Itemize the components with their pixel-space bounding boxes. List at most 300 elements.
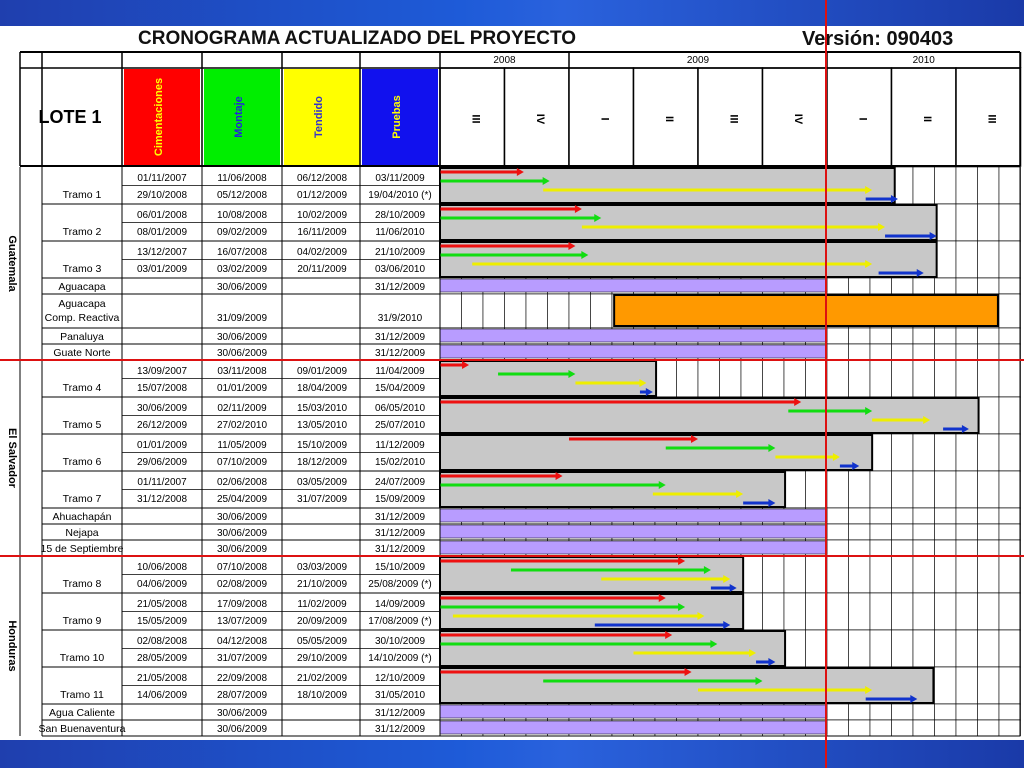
grid-cell [913,720,935,736]
date-cell: 17/08/2009 (*) [368,616,432,627]
quarter-label: I [856,117,869,121]
grid-cell [978,704,1000,720]
grid-cell [870,704,892,720]
grid-cell [913,524,935,540]
grid-cell [956,328,978,344]
grid-cell [913,434,935,471]
quarter-label: III [985,114,998,124]
date-cell: 06/01/2008 [136,210,188,221]
grid-cell [849,471,871,508]
grid-cell [806,471,828,508]
grid-cell [892,471,914,508]
grid-cell [935,556,957,593]
grid-cell [935,508,957,524]
row-name: Tramo 9 [62,615,102,627]
date-cell: 14/09/2009 [374,599,426,610]
quarter-label: III [727,114,740,124]
year-label: 2009 [686,55,710,66]
grid-cell [849,278,871,294]
date-cell: 31/07/2009 [216,653,268,664]
date-cell: 19/04/2010 (*) [368,190,432,201]
date-cell: 24/07/2009 [374,477,426,488]
grid-cell [870,630,892,667]
grid-cell [935,328,957,344]
grid-cell [784,593,806,630]
grid-cell [999,167,1021,204]
grid-cell [591,294,613,328]
grid-cell [892,524,914,540]
date-cell: 03/01/2009 [136,264,188,275]
row-name: Agua Caliente [49,707,115,719]
grid-cell [913,630,935,667]
date-cell: 30/06/2009 [216,332,268,343]
grid-cell [913,471,935,508]
date-cell: 13/12/2007 [136,247,188,258]
grid-cell [913,540,935,556]
grid-cell [956,471,978,508]
date-cell: 16/11/2009 [297,227,347,238]
date-cell: 05/05/2009 [296,636,348,647]
quarter-label: II [920,115,933,123]
grid-cell [892,720,914,736]
grid-cell [978,540,1000,556]
gantt-bar [440,329,827,342]
grid-cell [999,630,1021,667]
grid-cell [956,524,978,540]
grid-cell [935,524,957,540]
date-cell: 21/10/2009 [296,579,348,590]
date-cell: 30/06/2009 [216,528,268,539]
row-name: Tramo 1 [62,189,102,201]
date-cell: 21/05/2008 [136,599,188,610]
grid-cell [935,540,957,556]
grid-cell [956,508,978,524]
date-cell: 11/02/2009 [297,599,347,610]
grid-cell [462,294,484,328]
grid-cell [892,593,914,630]
grid-cell [935,471,957,508]
grid-cell [935,720,957,736]
gantt-bar [440,279,827,292]
grid-cell [849,328,871,344]
date-cell: 27/02/2010 [216,420,268,431]
year-label: 2010 [912,55,935,66]
page-title: CRONOGRAMA ACTUALIZADO DEL PROYECTO [138,28,577,49]
grid-cell [827,720,849,736]
grid-cell [956,630,978,667]
grid-cell [870,471,892,508]
date-cell: 11/06/2008 [217,173,267,184]
grid-cell [913,360,935,397]
grid-cell [978,524,1000,540]
grid-cell [870,434,892,471]
grid-cell [935,204,957,241]
date-cell: 31/9/2010 [377,313,423,324]
date-cell: 31/07/2009 [296,494,348,505]
grid-cell [870,278,892,294]
grid-cell [827,471,849,508]
grid-cell [978,471,1000,508]
date-cell: 31/12/2009 [374,348,426,359]
grid-cell [892,556,914,593]
gantt-bar [440,509,827,522]
grid-cell [806,593,828,630]
grid-cell [935,704,957,720]
grid-cell [827,556,849,593]
row-name: 15 de Septiembre [40,543,124,555]
grid-cell [849,630,871,667]
row-name: Aguacapa [58,298,106,310]
row-name: Tramo 7 [62,493,102,505]
date-cell: 09/01/2009 [296,366,348,377]
row-name: Tramo 11 [60,689,104,701]
date-cell: 30/10/2009 [374,636,426,647]
date-cell: 03/05/2009 [296,477,348,488]
grid-cell [698,360,720,397]
grid-cell [978,328,1000,344]
year-label: 2008 [493,55,516,66]
grid-cell [935,434,957,471]
grid-cell [827,524,849,540]
grid-cell [956,204,978,241]
grid-cell [892,704,914,720]
date-cell: 31/05/2010 [374,690,426,701]
grid-cell [913,344,935,360]
date-cell: 28/07/2009 [216,690,268,701]
grid-cell [483,294,505,328]
grid-cell [999,241,1021,278]
grid-cell [935,360,957,397]
grid-cell [913,328,935,344]
grid-cell [999,344,1021,360]
date-cell: 18/04/2009 [296,383,348,394]
gantt-bar [614,295,998,326]
grid-cell [978,204,1000,241]
date-cell: 29/10/2009 [296,653,348,664]
row-name: Nejapa [65,527,99,539]
grid-cell [741,556,763,593]
grid-cell [999,294,1021,328]
grid-cell [763,556,785,593]
grid-cell [978,344,1000,360]
grid-cell [978,278,1000,294]
grid-cell [784,630,806,667]
grid-cell [827,630,849,667]
date-cell: 03/06/2010 [374,264,426,275]
grid-cell [806,630,828,667]
date-cell: 01/11/2007 [137,173,187,184]
row-name: Guate Norte [53,347,111,359]
grid-cell [978,508,1000,524]
date-cell: 31/09/2009 [216,313,268,324]
grid-cell [913,508,935,524]
date-cell: 01/11/2007 [137,477,187,488]
grid-cell [935,630,957,667]
date-cell: 31/12/2009 [374,332,426,343]
grid-cell [741,593,763,630]
grid-cell [999,508,1021,524]
grid-cell [505,294,527,328]
date-cell: 03/11/2008 [217,366,267,377]
date-cell: 03/11/2009 [375,173,425,184]
grid-cell [849,593,871,630]
date-cell: 18/12/2009 [296,457,348,468]
date-cell: 30/06/2009 [216,544,268,555]
date-cell: 21/02/2009 [296,673,348,684]
date-cell: 22/09/2008 [216,673,268,684]
date-cell: 10/02/2009 [296,210,348,221]
grid-cell [784,360,806,397]
date-cell: 15/07/2008 [136,383,188,394]
date-cell: 31/12/2008 [136,494,188,505]
date-cell: 29/06/2009 [136,457,188,468]
grid-cell [956,593,978,630]
grid-cell [849,540,871,556]
row-name: Tramo 10 [59,652,105,664]
date-cell: 25/08/2009 (*) [368,579,432,590]
grid-cell [978,167,1000,204]
date-cell: 31/12/2009 [374,528,426,539]
grid-cell [655,360,677,397]
quarter-label: III [469,114,482,124]
date-cell: 04/06/2009 [136,579,188,590]
grid-cell [892,434,914,471]
date-cell: 15/02/2010 [374,457,426,468]
grid-cell [999,278,1021,294]
grid-cell [827,360,849,397]
grid-cell [827,704,849,720]
grid-cell [849,720,871,736]
grid-cell [827,328,849,344]
date-cell: 04/02/2009 [296,247,348,258]
grid-cell [978,434,1000,471]
date-cell: 13/07/2009 [216,616,268,627]
grid-cell [548,294,570,328]
grid-cell [913,278,935,294]
grid-cell [870,556,892,593]
grid-cell [999,593,1021,630]
row-name: Tramo 3 [62,263,102,275]
grid-cell [956,704,978,720]
phase-label: Tendido [313,96,325,138]
date-cell: 01/12/2009 [296,190,348,201]
grid-cell [870,720,892,736]
grid-cell [978,630,1000,667]
grid-cell [892,360,914,397]
grid-cell [677,360,699,397]
grid-cell [806,360,828,397]
grid-cell [741,360,763,397]
date-cell: 21/10/2009 [374,247,426,258]
date-cell: 21/05/2008 [136,673,188,684]
country-label: Guatemala [6,235,18,292]
grid-cell [892,630,914,667]
row-name: Tramo 6 [62,456,102,468]
grid-cell [978,397,1000,434]
date-cell: 08/01/2009 [136,227,188,238]
grid-cell [999,720,1021,736]
grid-cell [827,540,849,556]
date-cell: 14/10/2009 (*) [368,653,432,664]
grid-cell [892,278,914,294]
grid-cell [999,540,1021,556]
date-cell: 07/10/2009 [216,457,268,468]
date-cell: 03/02/2009 [216,264,268,275]
date-cell: 15/03/2010 [296,403,348,414]
grid-cell [440,294,462,328]
gantt-bar [440,705,827,718]
grid-cell [935,344,957,360]
grid-cell [849,360,871,397]
grid-cell [956,241,978,278]
quarter-label: II [662,115,675,123]
grid-cell [849,344,871,360]
date-cell: 11/12/2009 [375,440,425,451]
grid-cell [763,360,785,397]
date-cell: 09/02/2009 [216,227,268,238]
date-cell: 15/05/2009 [136,616,188,627]
grid-cell [978,360,1000,397]
grid-cell [956,360,978,397]
date-cell: 10/08/2008 [216,210,268,221]
date-cell: 31/12/2009 [374,544,426,555]
grid-cell [978,593,1000,630]
gantt-bar [440,541,827,554]
date-cell: 07/10/2008 [216,562,268,573]
grid-cell [956,667,978,704]
grid-cell [913,556,935,593]
date-cell: 02/08/2008 [136,636,188,647]
grid-cell [892,508,914,524]
date-cell: 31/12/2009 [374,512,426,523]
grid-cell [806,556,828,593]
grid-cell [999,360,1021,397]
grid-cell [569,294,591,328]
grid-cell [935,278,957,294]
date-cell: 15/04/2009 [374,383,426,394]
date-cell: 17/09/2008 [216,599,268,610]
date-cell: 30/06/2009 [216,282,268,293]
grid-cell [999,397,1021,434]
date-cell: 18/10/2009 [296,690,348,701]
row-name: Tramo 4 [62,382,102,394]
grid-cell [978,241,1000,278]
date-cell: 26/12/2009 [136,420,188,431]
grid-cell [784,556,806,593]
phase-label: Cimentaciones [153,77,165,157]
date-cell: 01/01/2009 [216,383,268,394]
quarter-label: I [598,117,611,121]
date-cell: 01/01/2009 [136,440,188,451]
lote-title: LOTE 1 [38,107,102,127]
grid-cell [892,540,914,556]
grid-cell [892,328,914,344]
date-cell: 16/07/2008 [216,247,268,258]
grid-cell [956,344,978,360]
grid-cell [913,593,935,630]
grid-cell [913,704,935,720]
grid-cell [827,593,849,630]
grid-cell [935,667,957,704]
date-cell: 30/06/2009 [216,724,268,735]
grid-cell [999,204,1021,241]
grid-cell [956,278,978,294]
grid-cell [913,167,935,204]
gantt-bar [440,345,827,358]
gantt-bar [440,525,827,538]
date-cell: 20/11/2009 [297,264,347,275]
date-cell: 25/04/2009 [216,494,268,505]
grid-cell [849,704,871,720]
date-cell: 13/05/2010 [296,420,348,431]
date-cell: 30/06/2009 [136,403,188,414]
date-cell: 04/12/2008 [216,636,268,647]
country-label: El Salvador [6,428,18,488]
grid-cell [849,524,871,540]
grid-cell [999,471,1021,508]
row-name: Panaluya [60,331,104,343]
date-cell: 29/10/2008 [136,190,188,201]
grid-cell [999,667,1021,704]
date-cell: 02/11/2009 [217,403,267,414]
date-cell: 20/09/2009 [296,616,348,627]
date-cell: 02/08/2009 [216,579,268,590]
grid-cell [870,508,892,524]
grid-cell [784,471,806,508]
date-cell: 15/09/2009 [374,494,426,505]
date-cell: 11/05/2009 [217,440,267,451]
grid-cell [526,294,548,328]
date-cell: 06/05/2010 [374,403,426,414]
grid-cell [827,508,849,524]
date-cell: 25/07/2010 [374,420,426,431]
date-cell: 30/06/2009 [216,348,268,359]
date-cell: 03/03/2009 [296,562,348,573]
grid-cell [978,667,1000,704]
grid-cell [827,278,849,294]
date-cell: 28/05/2009 [136,653,188,664]
date-cell: 06/12/2008 [296,173,348,184]
grid-cell [935,167,957,204]
date-cell: 31/12/2009 [374,708,426,719]
date-cell: 02/06/2008 [216,477,268,488]
grid-cell [827,344,849,360]
grid-cell [999,524,1021,540]
date-cell: 15/10/2009 [374,562,426,573]
quarter-label: IV [791,113,804,125]
date-cell: 10/06/2008 [136,562,188,573]
date-cell: 30/06/2009 [216,708,268,719]
phase-label: Montaje [233,96,245,138]
grid-cell [999,328,1021,344]
grid-cell [999,704,1021,720]
grid-cell [870,328,892,344]
grid-cell [956,556,978,593]
grid-cell [935,593,957,630]
grid-cell [978,720,1000,736]
row-name: Comp. Reactiva [44,312,120,324]
grid-cell [999,556,1021,593]
grid-cell [870,360,892,397]
grid-cell [956,720,978,736]
row-name: San Buenaventura [38,723,126,735]
row-name: Ahuachapán [52,511,112,523]
grid-cell [870,344,892,360]
date-cell: 05/12/2008 [216,190,268,201]
grid-cell [935,241,957,278]
date-cell: 11/04/2009 [375,366,425,377]
row-name: Tramo 8 [62,578,102,590]
